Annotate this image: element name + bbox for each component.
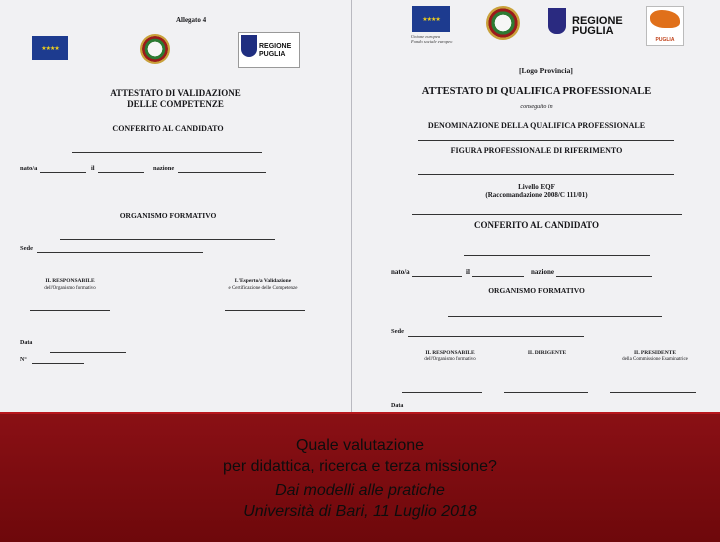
regione-puglia-logo-icon: REGIONE PUGLIA (238, 32, 300, 68)
sede-line (37, 252, 203, 253)
sede-line (408, 336, 584, 337)
il-label: il (91, 165, 95, 172)
banner-line4: Università di Bari, 11 Luglio 2018 (243, 503, 477, 520)
allegato-label: Allegato 4 (176, 16, 207, 24)
italian-republic-emblem-icon (486, 6, 520, 40)
eu-flag-icon: ★★★★ (412, 6, 450, 32)
sede-label: Sede (391, 328, 404, 335)
eqf-line (412, 214, 682, 215)
banner-line1: Quale valutazione (295, 437, 425, 454)
dirigente-label: IL DIRIGENTE (527, 350, 567, 356)
regione-puglia-logo-icon: REGIONE PUGLIA (546, 6, 622, 46)
nato-line (412, 276, 462, 277)
eu-caption: Unione europea Fondo sociale europeo (411, 34, 453, 44)
banner-line3: Dai modelli alle pratiche (275, 482, 445, 499)
italian-republic-emblem-icon (140, 34, 170, 64)
il-label: il (466, 268, 470, 276)
responsabile-label: IL RESPONSABILE (425, 350, 475, 356)
signature-line-left (402, 392, 482, 393)
eu-flag-icon: ★★★★ (32, 36, 68, 60)
signature-line-right (610, 392, 696, 393)
figura-label: FIGURA PROFESSIONALE DI RIFERIMENTO (450, 146, 623, 155)
responsabile-sub: dell'Organismo formativo (44, 286, 96, 291)
presidente-label: IL PRESIDENTE (633, 350, 677, 356)
raccomandazione-label: (Raccomandazione 2008/C 111/01) (485, 191, 588, 199)
nazione-line (178, 172, 266, 173)
conseguito-label: conseguito in (520, 104, 553, 110)
il-line (98, 172, 144, 173)
nato-label: nato/a (20, 165, 38, 172)
presidente-sub: della Commissione Esaminatrice (622, 357, 688, 362)
nato-line (40, 172, 86, 173)
data-line (50, 352, 126, 353)
organismo-label: ORGANISMO FORMATIVO (119, 211, 217, 220)
data-label: Data (391, 403, 404, 409)
organismo-label: ORGANISMO FORMATIVO (488, 286, 585, 295)
doc-title-line1: ATTESTATO DI VALIDAZIONE (110, 88, 241, 98)
nato-label: nato/a (391, 268, 410, 276)
sede-label: Sede (20, 245, 33, 252)
responsabile-label: IL RESPONSABILE (45, 278, 95, 284)
organismo-line (448, 316, 662, 317)
doc-title: ATTESTATO DI QUALIFICA PROFESSIONALE (421, 86, 652, 97)
conferito-label: CONFERITO AL CANDIDATO (473, 220, 600, 230)
candidate-name-line (72, 152, 262, 153)
esperto-label: L'Esperto/a Validazione (234, 278, 292, 284)
nazione-line (556, 276, 652, 277)
livello-eqf-label: Livello EQF (518, 183, 555, 191)
certificate-qualifica-professionale (351, 0, 720, 412)
figura-line (418, 174, 674, 175)
il-line (472, 276, 524, 277)
doc-title-line2: DELLE COMPETENZE (127, 99, 224, 109)
denominazione-label: DENOMINAZIONE DELLA QUALIFICA PROFESSIONALE (427, 121, 646, 130)
nazione-label: nazione (153, 165, 175, 172)
responsabile-sub: dell'Organismo formativo (424, 357, 476, 362)
numero-line (32, 363, 84, 364)
numero-label: N° (20, 357, 27, 363)
conferito-label: CONFERITO AL CANDIDATO (112, 124, 224, 133)
nazione-label: nazione (531, 268, 554, 276)
esperto-sub: e Certificazione delle Competenze (228, 286, 298, 291)
organismo-line (60, 239, 275, 240)
logo-provincia-label: [Logo Provincia] (519, 66, 573, 75)
certificate-validazione-competenze (0, 0, 351, 412)
data-label: Data (20, 340, 33, 346)
banner-line2: per didattica, ricerca e terza missione? (223, 458, 497, 475)
denominazione-line (418, 140, 674, 141)
signature-line-left (30, 310, 110, 311)
signature-line-right (225, 310, 305, 311)
provincia-logo-icon: PUGLIA (646, 6, 684, 46)
candidate-name-line (464, 255, 650, 256)
signature-line-middle (504, 392, 588, 393)
event-banner (0, 412, 720, 542)
